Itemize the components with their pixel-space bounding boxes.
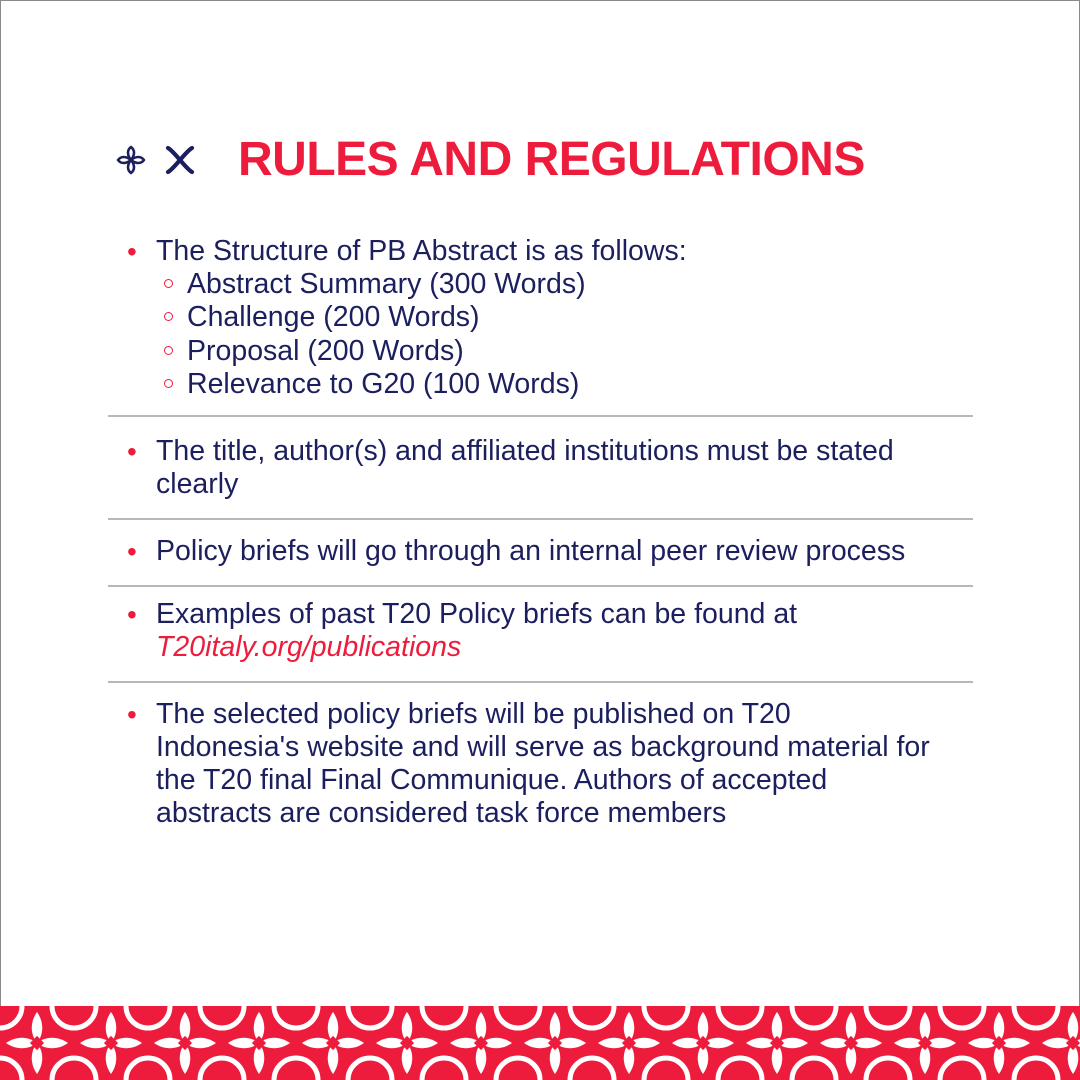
list-item — [108, 235, 973, 401]
rule-text: The title, author(s) and affiliated institutions must be stated clearly — [156, 435, 894, 501]
sublist-item — [156, 368, 953, 401]
list-item — [108, 435, 973, 501]
bullet-icon: • — [127, 599, 137, 631]
circle-bullet-icon — [164, 279, 173, 288]
rule-text: Policy briefs will go through an internal peer review process — [156, 535, 906, 568]
flower-icon — [116, 145, 146, 175]
x-icon — [164, 145, 196, 175]
batik-pattern-footer — [0, 1006, 1080, 1080]
rule-text: Examples of past T20 Policy briefs can be found at — [156, 598, 798, 631]
sublist-item-label: Challenge (200 Words) — [187, 301, 480, 334]
sublist-item — [156, 268, 953, 301]
bullet-icon: • — [127, 436, 137, 468]
sublist-item-label: Proposal (200 Words) — [187, 334, 464, 367]
circle-bullet-icon — [164, 379, 173, 388]
rules-list — [108, 232, 973, 830]
bullet-icon: • — [127, 236, 137, 267]
rule-section — [108, 587, 973, 683]
circle-bullet-icon — [164, 346, 173, 355]
rule-section — [108, 417, 973, 520]
sublist-item — [156, 335, 953, 368]
list-item — [108, 698, 973, 830]
publications-link[interactable]: T20italy.org/publications — [156, 631, 462, 664]
circle-bullet-icon — [164, 312, 173, 321]
page-title: RULES AND REGULATIONS — [238, 133, 865, 186]
structure-sublist — [156, 268, 953, 401]
sublist-item-label: Relevance to G20 (100 Words) — [187, 367, 580, 400]
sublist-item — [156, 301, 953, 334]
list-item — [108, 598, 973, 664]
header-icons — [112, 145, 238, 175]
rule-section — [108, 232, 973, 417]
bullet-icon: • — [127, 536, 137, 568]
rule-section — [108, 683, 973, 830]
rule-section — [108, 520, 973, 587]
list-item — [108, 535, 973, 568]
sublist-item-label: Abstract Summary (300 Words) — [187, 268, 586, 300]
rule-text: The Structure of PB Abstract is as follows: — [156, 235, 687, 267]
page-header — [112, 132, 865, 188]
bullet-icon: • — [127, 699, 137, 731]
rule-text: The selected policy briefs will be published on T20 Indonesia's website and will serve as background material for the T20 final Final Communique. Authors of accepted abstracts are considered task force members — [156, 698, 930, 830]
